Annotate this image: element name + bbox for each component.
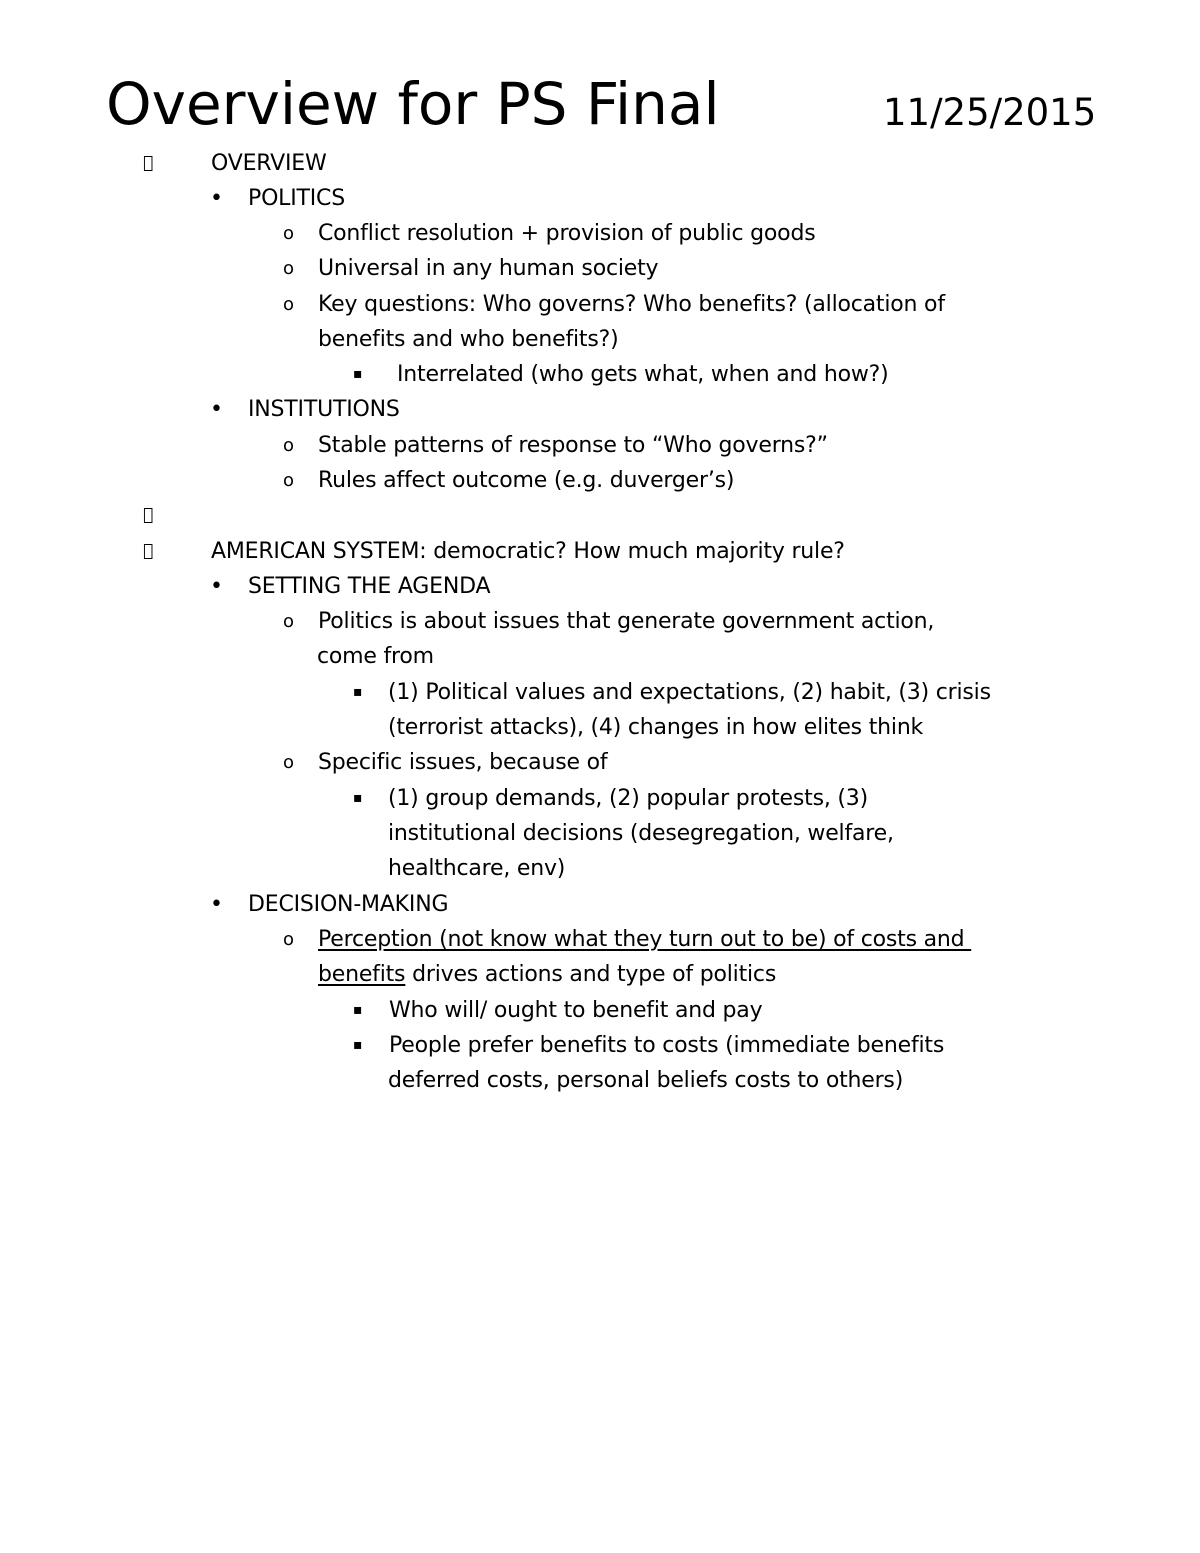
topic-politics: POLITICS (248, 186, 345, 211)
topic-institutions: INSTITUTIONS (248, 397, 400, 422)
bullet-marker-l1: • (210, 397, 223, 422)
sub-list-item-continuation: (terrorist attacks), (4) changes in how elites think (388, 715, 924, 740)
bullet-marker-l3: ▪ (353, 366, 363, 382)
continuation-text: drives actions and type of politics (405, 962, 777, 987)
sub-list-item: (1) group demands, (2) popular protests, (3) (388, 786, 868, 811)
outline-marker-l0 (143, 498, 153, 533)
list-item-continuation: come from (317, 644, 434, 669)
bullet-marker-l2: o (283, 223, 295, 244)
sub-list-item-continuation: healthcare, env) (388, 856, 566, 881)
sub-list-item-continuation: deferred costs, personal beliefs costs to others) (388, 1068, 904, 1093)
bullet-marker-l3: ▪ (353, 790, 363, 806)
sub-list-item: (1) Political values and expectations, (2) habit, (3) crisis (388, 680, 991, 705)
bullet-marker-l2: o (283, 258, 295, 279)
bullet-marker-l2: o (283, 470, 295, 491)
list-item: Key questions: Who governs? Who benefits? (allocation of (318, 292, 945, 317)
outline-marker-l0 (143, 534, 153, 569)
list-item: Stable patterns of response to “Who governs?” (318, 433, 828, 458)
sub-list-item-continuation: institutional decisions (desegregation, welfare, (388, 821, 894, 846)
sub-list-item: Who will/ ought to benefit and pay (389, 998, 763, 1023)
bullet-marker-l2: o (283, 929, 295, 950)
section-heading-overview: OVERVIEW (211, 151, 327, 176)
list-item: Politics is about issues that generate government action, (318, 609, 935, 634)
bullet-marker-l2: o (283, 294, 295, 315)
bullet-marker-l1: • (210, 186, 223, 211)
topic-decision-making: DECISION-MAKING (248, 892, 449, 917)
page-date: 11/25/2015 (883, 91, 1097, 134)
bullet-marker-l1: • (210, 574, 223, 599)
section-heading-american-system: AMERICAN SYSTEM: democratic? How much majority rule? (211, 539, 845, 564)
bullet-marker-l3: ▪ (353, 1037, 363, 1053)
list-item-underlined: Perception (not know what they turn out to be) of costs and (318, 927, 972, 952)
underlined-term: benefits (318, 962, 406, 987)
bullet-marker-l3: ▪ (353, 684, 363, 700)
list-item: Rules affect outcome (e.g. duverger’s) (318, 468, 735, 493)
page-title: Overview for PS Final (106, 70, 720, 138)
sub-list-item: Interrelated (who gets what, when and how?) (397, 362, 889, 387)
bullet-marker-l1: • (210, 892, 223, 917)
bullet-marker-l2: o (283, 752, 295, 773)
list-item: Conflict resolution + provision of public goods (318, 221, 816, 246)
sub-list-item: People prefer benefits to costs (immediate benefits (389, 1033, 945, 1058)
bullet-marker-l3: ▪ (353, 1002, 363, 1018)
bullet-marker-l2: o (283, 611, 295, 632)
topic-setting-the-agenda: SETTING THE AGENDA (248, 574, 491, 599)
list-item-continuation: benefits and who benefits?) (318, 327, 619, 352)
bullet-marker-l2: o (283, 435, 295, 456)
list-item: Specific issues, because of (318, 750, 608, 775)
outline-marker-l0 (143, 146, 153, 181)
list-item-continuation (318, 957, 776, 992)
list-item: Universal in any human society (318, 256, 659, 281)
